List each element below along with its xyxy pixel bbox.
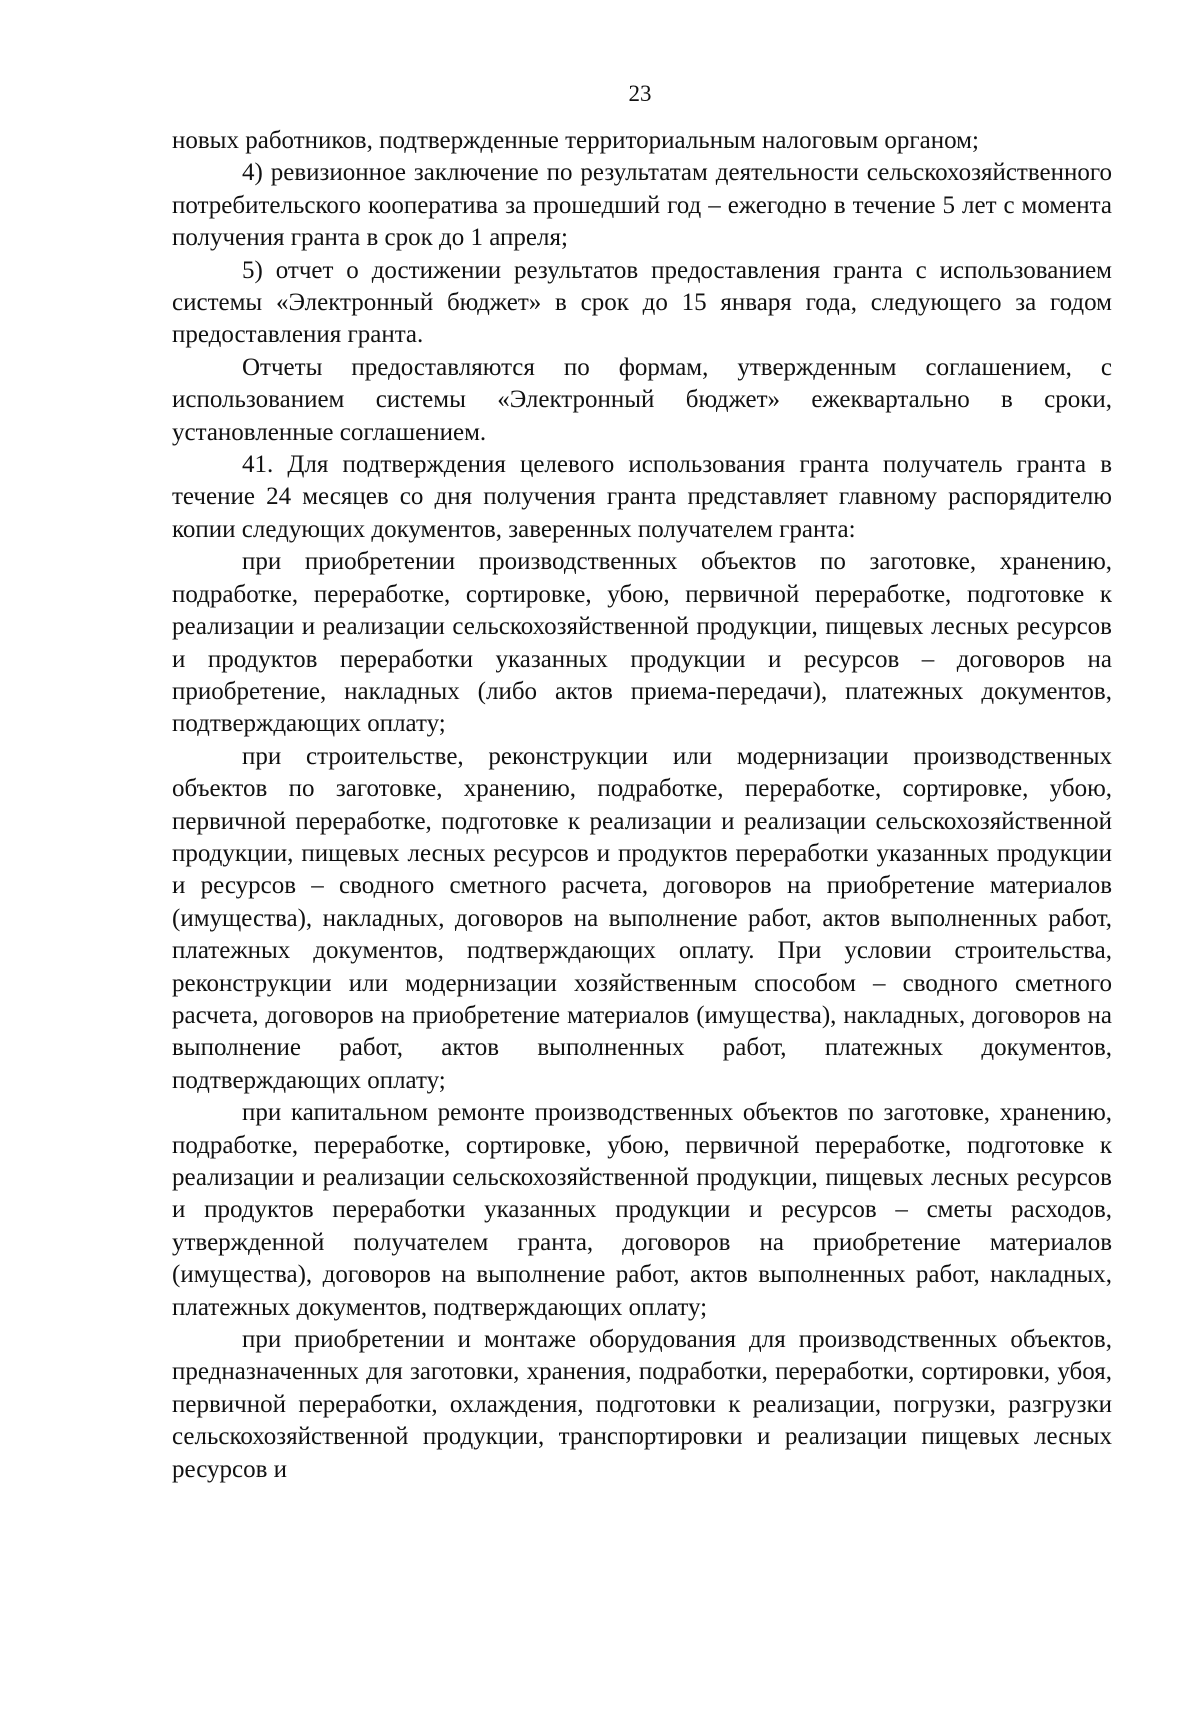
paragraph-reports: Отчеты предоставляются по формам, утвержденным соглашением, с использованием системы «Электронный бюджет» ежеквартально в сроки, установленные соглашением. [172,353,1112,446]
paragraph-continuation: новых работников, подтвержденные территориальным налоговым органом; [172,127,979,154]
page-number: 23 [628,81,652,106]
document-body [172,125,1112,1486]
paragraph-item-5: 5) отчет о достижении результатов предоставления гранта с использованием системы «Электронный бюджет» в срок до 15 января года, следующего за годом предоставления гранта. [172,256,1112,349]
paragraph-capital-repair: при капитальном ремонте производственных объектов по заготовке, хранению, подработке, переработке, сортировке, убою, первичной переработке, подготовке к реализации и реализации сельскохозяйственной продукции, пищевых лесных ресурсов и продуктов переработки указанных продукции и ресурсов – сметы расходов, утвержденной получателем гранта, договоров на приобретение материалов (имущества), договоров на выполнение работ, актов выполненных работ, накладных, платежных документов, подтверждающих оплату; [172,1099,1112,1321]
paragraph-item-4: 4) ревизионное заключение по результатам деятельности сельскохозяйственного потребительского кооператива за прошедший год – ежегодно в течение 5 лет с момента получения гранта в срок до 1 апреля; [172,159,1112,252]
paragraph-acquisition: при приобретении производственных объектов по заготовке, хранению, подработке, переработке, сортировке, убою, первичной переработке, подготовке к реализации и реализации сельскохозяйственной продукции, пищевых лесных ресурсов и продуктов переработки указанных продукции и ресурсов – договоров на приобретение, накладных (либо актов приема-передачи), платежных документов, подтверждающих оплату; [172,548,1112,738]
paragraph-equipment: при приобретении и монтаже оборудования для производственных объектов, предназначенных для заготовки, хранения, подработки, переработки, сортировки, убоя, первичной переработки, охлаждения, подготовки к реализации, погрузки, разгрузки сельскохозяйственной продукции, транспортировки и реализации пищевых лесных ресурсов и [172,1326,1112,1483]
paragraph-clause-41: 41. Для подтверждения целевого использования гранта получатель гранта в течение 24 месяцев со дня получения гранта представляет главному распорядителю копии следующих документов, заверенных получателем гранта: [172,451,1112,543]
paragraph-construction: при строительстве, реконструкции или модернизации производственных объектов по заготовке, хранению, подработке, переработке, сортировке, убою, первичной переработке, подготовке к реализации и реализации сельскохозяйственной продукции, пищевых лесных ресурсов и продуктов переработки указанных продукции и ресурсов – сводного сметного расчета, договоров на приобретение материалов (имущества), накладных, договоров на выполнение работ, актов выполненных работ, платежных документов, подтверждающих оплату. При условии строительства, реконструкции или модернизации хозяйственным способом – сводного сметного расчета, договоров на приобретение материалов (имущества), накладных, договоров на выполнение работ, актов выполненных работ, платежных документов, подтверждающих оплату; [172,742,1112,1094]
